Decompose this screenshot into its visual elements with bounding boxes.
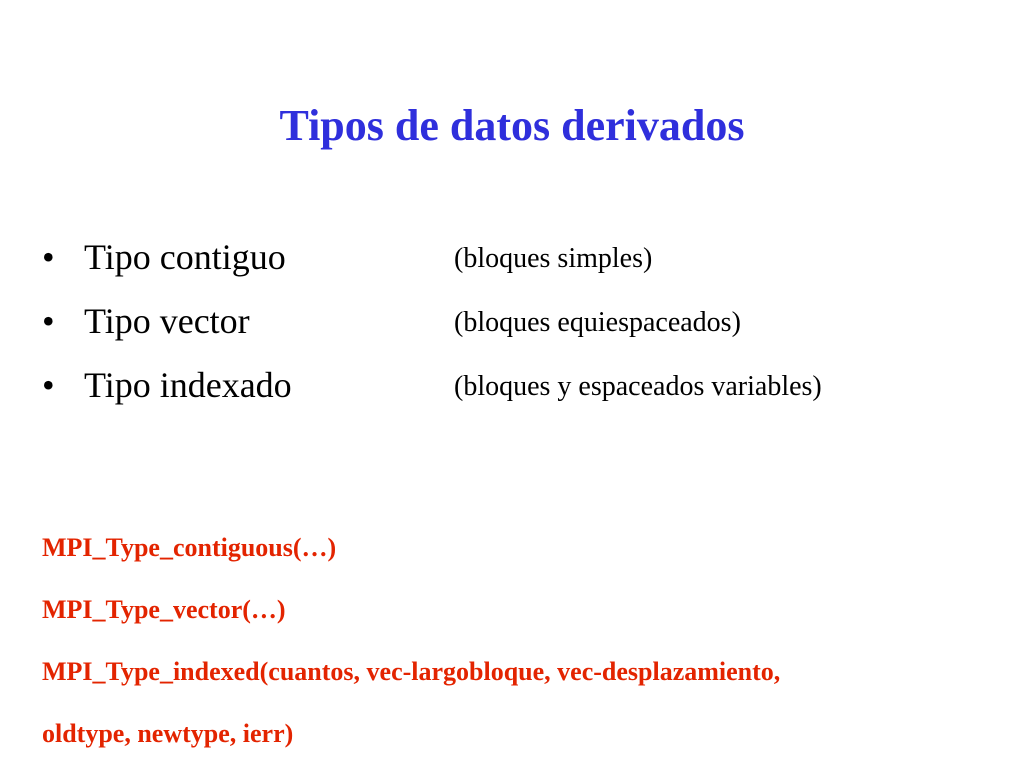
bullet-main-text: Tipo contiguo — [84, 237, 286, 277]
bullet-note-text: (bloques y espaceados variables) — [454, 371, 822, 402]
bullet-dot-icon: • — [42, 237, 55, 277]
bullet-note-text: (bloques equiespaceados) — [454, 307, 741, 338]
code-line-type-indexed-continued: oldtype, newtype, ierr) — [42, 719, 294, 748]
code-line-type-indexed: MPI_Type_indexed(cuantos, vec-largobloque, vec-desplazamiento, — [42, 657, 781, 686]
bullet-note-text: (bloques simples) — [454, 243, 653, 274]
bullet-main-text: Tipo vector — [84, 301, 250, 341]
code-line-type-vector: MPI_Type_vector(…) — [42, 595, 286, 624]
bullet-main-text: Tipo indexado — [84, 365, 292, 405]
slide-title: Tipos de datos derivados — [279, 101, 745, 150]
bullet-dot-icon: • — [42, 365, 55, 405]
bullet-dot-icon: • — [42, 301, 55, 341]
code-line-type-contiguous: MPI_Type_contiguous(…) — [42, 533, 337, 562]
mpi-code-block — [42, 517, 780, 765]
